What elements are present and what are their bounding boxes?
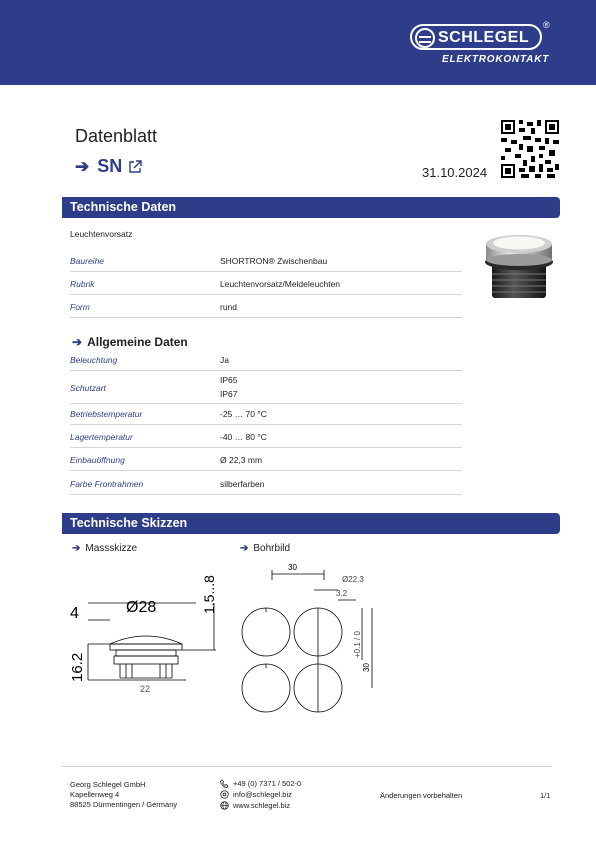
section-technische-daten: Technische Daten [62,197,560,218]
logo-tagline: ELEKTROKONTAKT [442,54,550,65]
product-code: SN [97,156,123,176]
dim-side: 1.5...8 [201,575,217,614]
row-label: Baureihe [70,256,105,266]
qr-code-icon[interactable] [501,120,559,178]
row-value: -40 … 80 °C [220,432,267,442]
logo-name: SCHLEGEL [438,29,530,46]
row-value: Ja [220,355,229,365]
table-row [70,475,462,495]
product-link[interactable] [75,156,142,177]
footer-address [70,780,177,810]
row-value: Leuchtenvorsatz/Meldeleuchten [220,279,341,289]
web-line[interactable] [220,800,301,811]
header-bar [0,0,596,85]
dim-bottom: 22 [140,684,151,694]
arrow-right-icon: ➔ [240,543,249,554]
bohrbild-drawing [238,560,390,720]
logo-mark-icon [415,28,435,48]
phone-line[interactable] [220,778,301,789]
footer-contact [220,778,301,811]
external-link-icon[interactable] [128,160,142,174]
change-note: Änderungen vorbehalten [380,791,463,800]
section-technische-skizzen: Technische Skizzen [62,513,560,534]
phone-number: +49 (0) 7371 / 502-0 [233,779,302,788]
massskizze-drawing [66,560,226,700]
row-label: Farbe Frontrahmen [70,479,144,489]
massskizze-heading [72,543,137,554]
table-row [70,298,462,318]
row-label: Einbauöffnung [70,455,125,465]
dim-keyway: 3.2 [336,589,348,598]
table-row [70,252,462,272]
schlegel-logo[interactable] [410,20,560,70]
dim-tolerance: +0.1 / 0 [353,631,362,658]
dim-top: 4 [70,605,79,622]
arrow-right-icon: ➔ [75,156,90,176]
bohrbild-label: Bohrbild [253,543,291,554]
page-title: Datenblatt [75,126,158,146]
row-label: Lagertemperatur [70,432,133,442]
row-label: Schutzart [70,383,106,393]
dim-height: 16.2 [69,652,86,682]
table-row [70,405,462,425]
table-row [70,275,462,295]
dim-diameter: Ø28 [126,599,157,616]
row-value-2: IP67 [220,389,238,399]
table-row [70,428,462,448]
row-value: silberfarben [220,479,265,489]
dim-vert-pitch: 30 [362,663,371,672]
globe-icon [220,801,229,810]
row-label: Betriebstemperatur [70,409,143,419]
table-row [70,352,462,371]
registered-mark: ® [543,20,550,30]
row-label: Beleuchtung [70,355,118,365]
city: 88525 Dürmentingen / Germany [70,800,178,809]
row-label: Rubrik [70,279,95,289]
row-value: rund [220,302,238,312]
row-label: Form [70,302,90,312]
website: www.schlegel.biz [233,801,291,810]
product-image [478,226,560,306]
dim-hole: Ø22.3 [342,575,364,584]
at-icon [220,790,229,799]
row-value: IP65 [220,375,238,385]
row-value: -25 … 70 °C [220,409,267,419]
email-address: info@schlegel.biz [233,790,292,799]
email-line[interactable] [220,789,301,800]
arrow-right-icon: ➔ [72,335,83,349]
footer-divider [62,766,552,767]
arrow-right-icon: ➔ [72,543,81,554]
subsection-title: Allgemeine Daten [87,335,188,349]
row-value: SHORTRON® Zwischenbau [220,256,328,266]
street: Kapellenweg 4 [70,790,120,799]
subsection-allgemeine-daten [72,335,188,349]
table-row [70,451,462,471]
logo-pill [410,24,542,50]
document-date: 31.10.2024 [422,165,488,180]
page-number: 1/1 [540,791,551,800]
row-value: Ø 22,3 mm [220,455,263,465]
massskizze-label: Massskizze [85,543,138,554]
phone-icon [220,779,229,788]
section-subtitle: Leuchtenvorsatz [70,229,133,239]
bohrbild-heading [240,543,290,554]
table-row [70,372,462,404]
company-name: Georg Schlegel GmbH [70,780,146,789]
dim-pitch: 30 [288,563,297,572]
